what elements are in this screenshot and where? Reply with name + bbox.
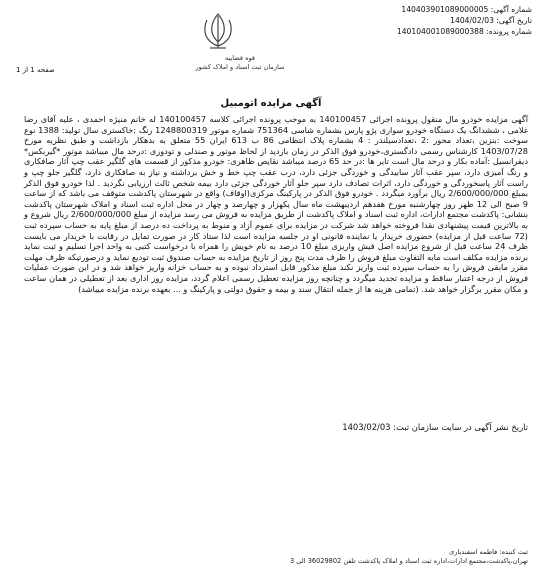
registrar: ثبت کننده: فاطمه اسفندیاری xyxy=(449,548,528,556)
notice-body: آگهی مزایده خودرو مال منقول پرونده اجرائی 140100457 به موجب پرونده اجرائی کلاسه 140100457 له خانم منیژه احمدی ، علیه آقای رضا غلامی ، ششدانگ یک دستگاه خودرو سواری پژو پارس بشماره شاسی 751364 شماره موتور 1248800319 رنگ :خاکستری سال تولید: 1388 نوع سوخت :بنزین ،تعداد محور :2 ،تعدادسیلندر : 4 بشماره پلاک انتظامی 86 ب 613 ایران 55 متعلق به بدهکار بازداشت و طبق نظریه مورخ 1403/07/28 کارشناس رسمی دادگستری،خودرو فوق الذکر در زمان بازدید از لحاظ موتور و صندلی و تودوزی :درحد مال میباشد موتور *گیربکس* دیفرانسیل :آماده بکار و درحد مال است تایر ها :در حد 65 درصد میباشد نقایص ظاهری: خودرو مذکور از قسمت های گلگیر عقب چپ آثار صافکاری و رنگ آمیزی دارد، سپر عقب آثار سابیدگی و خوردگی جزئی دارد، درب عقب چپ خط و خش برداشته و نیاز به صافکاری دارد، گلگیر جلو چپ و راست آثار پاسخوردگی و خوردگی دارد، اثرات تصادف دارد سپر جلو آثار خوردگی جزئی دارد بیمه شخص ثالث ارزیابی نگردید . لذا خودرو فوق الذکر بمبلغ 2/600/000/000 ریال برآورد میگردد . خودرو فوق الذکر در پارکینگ مرکزی(اوقاف) واقع در شهرستان پاکدشت متوقف می باشد که از ساعت 9 صبح الی 12 ظهر روز چهارشنبه مورخ هفدهم اردیبهشت ماه سال یکهزار و چهارصد و چهار در محل اداره ثبت اسناد و املاک شهرستان پاکدشت بنشانی: پاکدشت مجتمع ادارات، اداره ثبت اسناد و املاک پاکدشت از طریق مزایده به فروش می رسد مزایده از مبلغ 2/600/000/000 ریال شروع و به بالاترین قیمت پیشنهادی نقدا فروخته خواهد شد شرکت در مزایده برای عموم آزاد و منوط به پرداخت ده درصد از مبلغ پایه به حساب سپرده ثبت (72 ساعت قبل از مزایده) حضوری خریدار یا نماینده قانونی او در جلسه مزایده است لذا ستاد کار در صورت تمایل در رقابت با خریدار می بایست ظرف 24 ساعت قبل از شروع مزایده اصل فیش واریزی مبلغ 10 درصد به نام خویش را همراه با درخواست کتبی به واحد اجرا تسلیم و ثبت نماید برنده مزایده مکلف است مابه التفاوت مبلغ فروش را ظرف مدت پنج روز از تاریخ مزایده به حساب صندوق ثبت تودیع نماید و درصورتیکه ظرف مهلت مقرر مابقی فروش را به حساب سپرده ثبت واریز نکند مبلغ مذکور قابل استرداد نبوده و به حساب خزانه واریز خواهد شد و در این صورت عملیات فروش از درجه اعتبار ساقط و مزایده تجدید میگردد و چنانچه روز مزایده تعطیل رسمی اعلام گردد، مزایده روز اداری بعد از تعطیلی در همان ساعت و مکان مقرر برگزار خواهد شد. (تمامی هزینه ها از جمله انتقال سند و بیمه و حقوق دولتی و پارکینگ و ... بعهده برنده مزایده میباشد) xyxy=(24,114,529,294)
notice-date: تاریخ آگهی: 1404/02/03 xyxy=(450,16,532,25)
org-line-2: سازمان ثبت اسناد و املاک کشور xyxy=(195,63,285,71)
footer xyxy=(70,548,528,566)
page-label: صفحه 1 از 1 xyxy=(16,66,55,74)
org-line-1: قوه قضاییه xyxy=(225,54,255,62)
notice-number: شماره آگهی: 140403901089000005 xyxy=(401,5,532,14)
organization-name xyxy=(165,54,315,72)
case-number: شماره پرونده: 140104001089000388 xyxy=(396,27,532,36)
header-info xyxy=(282,4,532,37)
office-address: تهران،پاکدشت،مجتمع ادارات،اداره ثبت اسناد و املاک پاکدشت تلفن 36029802 الی 3 xyxy=(289,557,528,565)
publish-date: تاریخ نشر آگهی در سایت سازمان ثبت: 1403/02/03 xyxy=(342,422,528,432)
iran-emblem-icon xyxy=(195,8,241,54)
notice-title: آگهی مزایده اتومبیل xyxy=(220,98,322,109)
